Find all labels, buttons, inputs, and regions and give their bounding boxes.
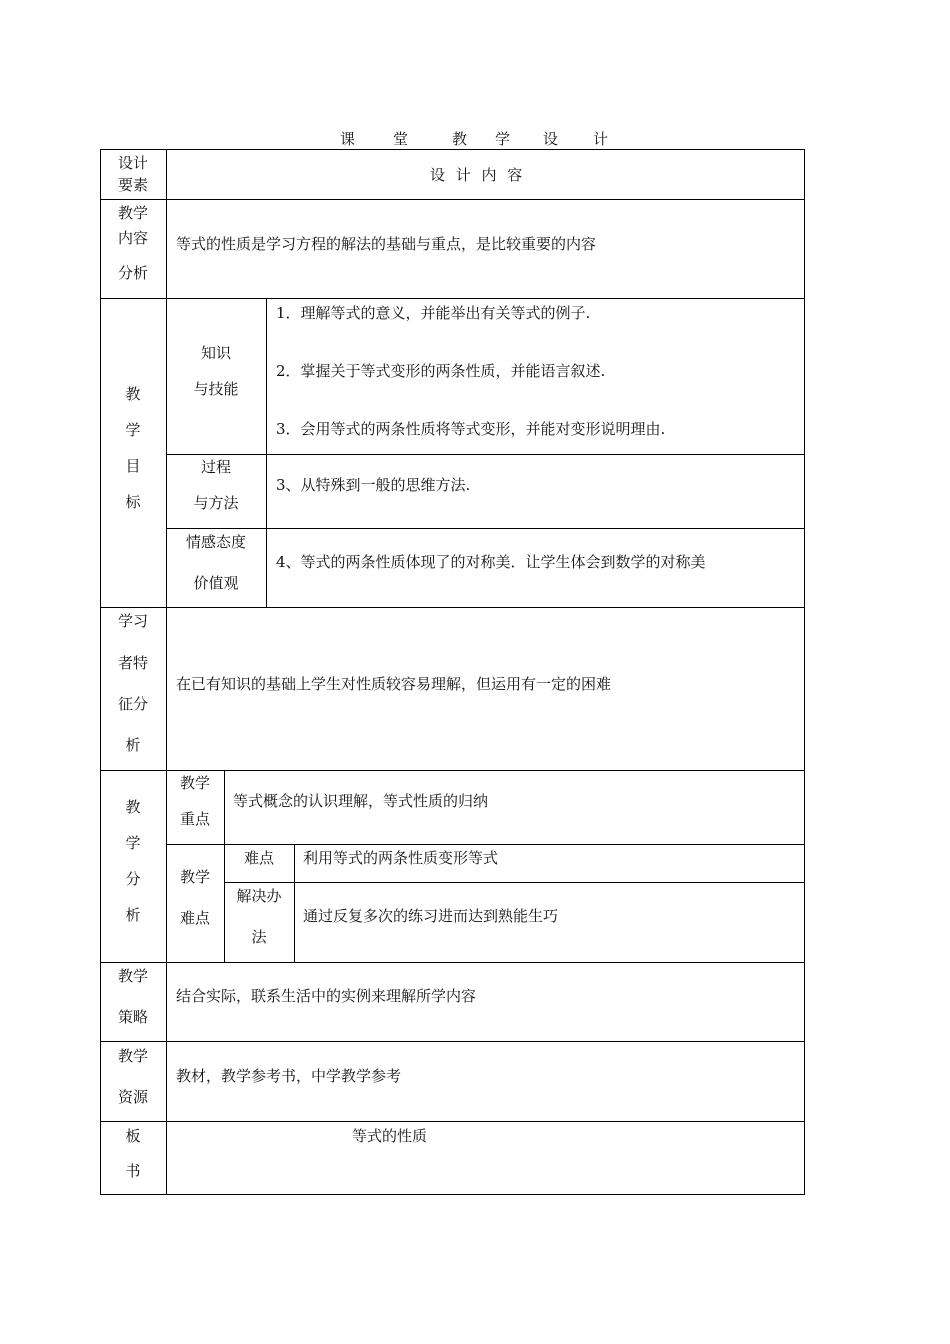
key-point-text: 等式概念的认识理解，等式性质的归纳 [233, 792, 489, 810]
solution-text: 通过反复多次的练习进而达到熟能生巧 [303, 907, 559, 925]
knowledge-label-1: 知识 [200, 344, 231, 362]
title-char: 课 [340, 130, 356, 148]
process-label-1: 过程 [200, 458, 231, 476]
knowledge-item: 3．会用等式的两条性质将等式变形，并能对变形说明理由. [276, 420, 666, 438]
emotion-label-1: 情感态度 [185, 533, 246, 551]
strategy-label-2: 策略 [117, 1008, 148, 1026]
title-char: 计 [593, 130, 609, 148]
solution-label-2: 法 [251, 928, 267, 946]
teaching-analysis-label-3: 分 [125, 870, 141, 888]
strategy-text: 结合实际，联系生活中的实例来理解所学内容 [176, 987, 477, 1005]
title-char: 学 [495, 130, 511, 148]
objectives-label-4: 标 [125, 493, 141, 511]
title-char: 教 [452, 130, 468, 148]
emotion-label-2: 价值观 [193, 574, 239, 592]
title-char: 设 [543, 130, 559, 148]
process-label-2: 与方法 [193, 494, 239, 512]
resources-label-2: 资源 [117, 1088, 148, 1106]
header-elements-label-2: 要素 [117, 176, 148, 194]
board-text: 等式的性质 [352, 1127, 428, 1145]
knowledge-item: 1．理解等式的意义，并能举出有关等式的例子. [276, 304, 591, 322]
knowledge-item: 2．掌握关于等式变形的两条性质，并能语言叙述. [276, 362, 606, 380]
difficult-point-label: 难点 [243, 849, 274, 867]
content-analysis-label-2: 内容 [117, 229, 148, 247]
board-label-2: 书 [125, 1162, 141, 1180]
teaching-analysis-label-4: 析 [125, 906, 141, 924]
learner-label-2: 者特 [117, 654, 148, 672]
header-elements-label-1: 设计 [117, 154, 148, 172]
objectives-label-1: 教 [125, 385, 141, 403]
resources-text: 教材，教学参考书，中学教学参考 [176, 1067, 402, 1085]
teaching-analysis-label-2: 学 [125, 834, 141, 852]
board-label-1: 板 [125, 1127, 141, 1145]
emotion-text: 4、等式的两条性质体现了的对称美．让学生体会到数学的对称美 [276, 553, 706, 571]
objectives-label-2: 学 [125, 421, 141, 439]
key-point-label-2: 重点 [179, 810, 210, 828]
resources-label-1: 教学 [117, 1047, 148, 1065]
knowledge-label-2: 与技能 [193, 380, 239, 398]
content-analysis-text: 等式的性质是学习方程的解法的基础与重点，是比较重要的内容 [176, 235, 597, 253]
solution-label-1: 解决办 [236, 887, 282, 905]
title-char: 堂 [393, 130, 409, 148]
learner-label-3: 征分 [117, 695, 148, 713]
process-text: 3、从特殊到一般的思维方法. [276, 476, 471, 494]
learner-text: 在已有知识的基础上学生对性质较容易理解，但运用有一定的困难 [176, 675, 612, 693]
difficult-point-text: 利用等式的两条性质变形等式 [303, 849, 499, 867]
content-analysis-label-1: 教学 [117, 204, 148, 222]
difficulty-label-2: 难点 [179, 909, 210, 927]
key-point-label-1: 教学 [179, 774, 210, 792]
content-analysis-label-3: 分析 [117, 264, 148, 282]
learner-label-1: 学习 [117, 612, 148, 630]
learner-label-4: 析 [125, 736, 141, 754]
difficulty-label-1: 教学 [179, 868, 210, 886]
teaching-analysis-label-1: 教 [125, 798, 141, 816]
header-content-label: 设 计 内 容 [430, 166, 523, 184]
objectives-label-3: 目 [125, 457, 141, 475]
strategy-label-1: 教学 [117, 967, 148, 985]
